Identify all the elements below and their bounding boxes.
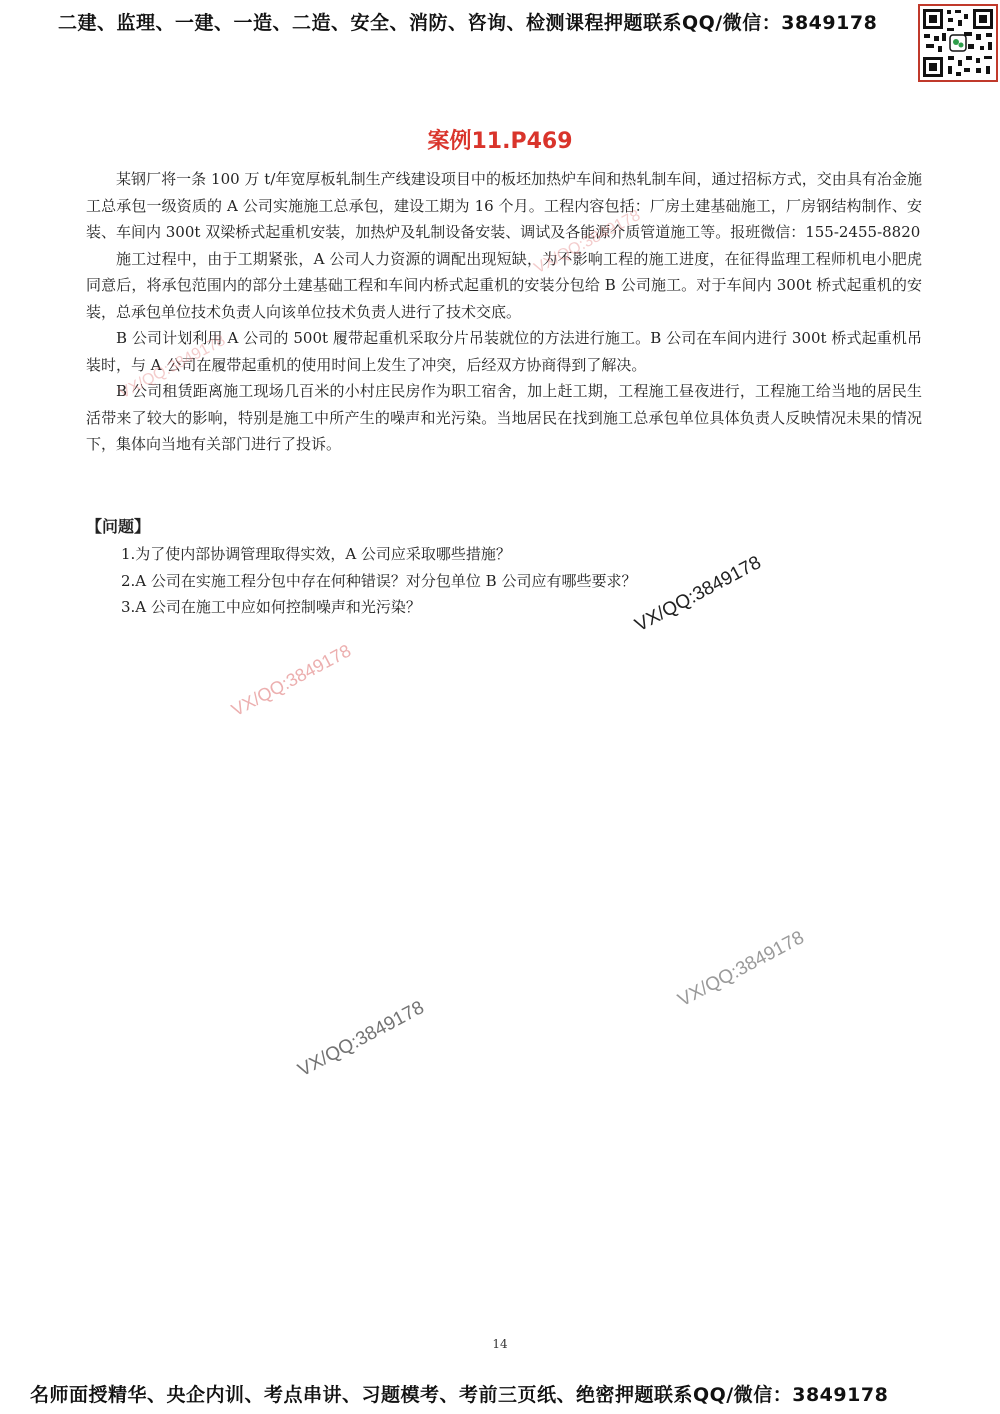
case-title: 案例11.P469	[427, 129, 573, 154]
question-item: 2.A 公司在实施工程分包中存在何种错误？对分包单位 B 公司应有哪些要求？	[121, 571, 637, 590]
case-paragraph: B 公司计划利用 A 公司的 500t 履带起重机采取分片吊装就位的方法进行施工。B 公司在车间内进行 300t 桥式起重机吊装时，与 A 公司在履带起重机的使用时间上发生了冲突，后经双方协商得到了解决。	[86, 329, 922, 374]
watermark: VX/QQ:3849178	[116, 331, 229, 403]
question-item: 3.A 公司在施工中应如何控制噪声和光污染？	[121, 598, 421, 616]
questions-list	[121, 541, 921, 621]
case-body	[86, 166, 922, 458]
qr-code-icon	[918, 4, 998, 82]
page-number: 14	[492, 1337, 508, 1351]
case-paragraph: 施工过程中，由于工期紧张，A 公司人力资源的调配出现短缺，为不影响工程的施工进度，在征得监理工程师机电小肥虎同意后，将承包范围内的部分土建基础工程和车间内桥式起重机的安装分包给 B 公司施工。对于车间内 300t 桥式起重机的安装，总承包单位技术负责人向该单位技术负责人进行了技术交底。	[86, 249, 922, 321]
footer-banner: 名师面授精华、央企内训、考点串讲、习题模考、考前三页纸、绝密押题联系QQ/微信：3849178	[30, 1384, 889, 1406]
case-paragraph: B 公司租赁距离施工现场几百米的小村庄民房作为职工宿舍，加上赶工期，工程施工昼夜进行，工程施工给当地的居民生活带来了较大的影响，特别是施工中所产生的噪声和光污染。当地居民在找到施工总承包单位具体负责人反映情况未果的情况下，集体向当地有关部门进行了投诉。	[86, 382, 922, 453]
questions-heading: 【问题】	[86, 517, 151, 536]
watermark: VX/QQ:3849178	[228, 640, 355, 721]
question-item: 1.为了使内部协调管理取得实效，A 公司应采取哪些措施？	[121, 545, 511, 563]
case-paragraph: 某钢厂将一条 100 万 t/年宽厚板轧制生产线建设项目中的板坯加热炉车间和热轧制车间，通过招标方式，交由具有冶金施工总承包一级资质的 A 公司实施施工总承包，建设工期为 16 个月。工程内容包括：厂房土建基础施工，厂房钢结构制作、安装、车间内 300t 双梁桥式起重机安装，加热炉及轧制设备安装、调试及各能源介质管道施工等。报班微信：155-2455-8820	[86, 170, 922, 241]
watermark: VX/QQ:3849178	[674, 927, 808, 1012]
header-banner: 二建、监理、一建、一造、二造、安全、消防、咨询、检测课程押题联系QQ/微信：3849178	[58, 12, 878, 34]
watermark: VX/QQ:3849178	[531, 206, 644, 278]
watermark: VX/QQ:3849178	[631, 552, 765, 637]
watermark: VX/QQ:3849178	[294, 997, 428, 1082]
